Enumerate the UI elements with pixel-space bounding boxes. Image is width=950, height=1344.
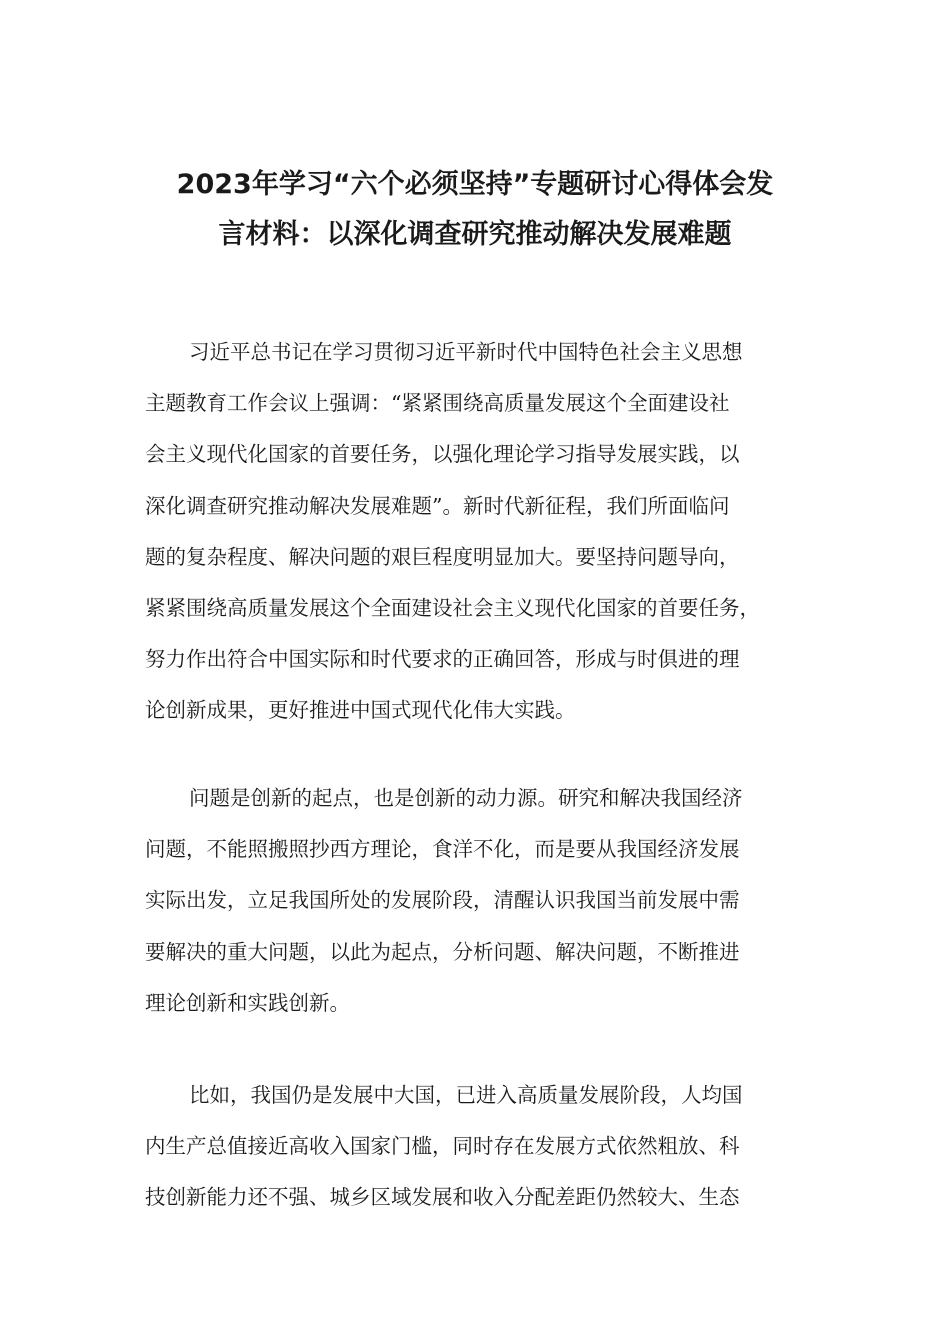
paragraph-line: 比如，我国仍是发展中大国，已进入高质量发展阶段，人均国 <box>189 1083 743 1107</box>
paragraph-line: 问题是创新的起点，也是创新的动力源。研究和解决我国经济 <box>189 786 743 810</box>
document-title <box>120 160 830 260</box>
paragraph-line: 要解决的重大问题，以此为起点，分析问题、解决问题，不断推进 <box>145 939 740 964</box>
paragraph-line: 问题，不能照搬照抄西方理论，食洋不化，而是要从我国经济发展 <box>145 837 740 862</box>
paragraph-line: 会主义现代化国家的首要任务，以强化理论学习指导发展实践，以 <box>145 442 740 467</box>
body-paragraph <box>145 1070 825 1224</box>
paragraph-line: 实际出发，立足我国所处的发展阶段，清醒认识我国当前发展中需 <box>145 888 740 913</box>
paragraph-line: 紧紧围绕高质量发展这个全面建设社会主义现代化国家的首要任务， <box>145 596 760 621</box>
paragraph-line: 题的复杂程度、解决问题的艰巨程度明显加大。要坚持问题导向， <box>145 544 740 569</box>
body-paragraph <box>145 327 825 737</box>
paragraph-line: 理论创新和实践创新。 <box>145 990 350 1015</box>
body-paragraph <box>145 773 825 1029</box>
paragraph-line: 主题教育工作会议上强调：“紧紧围绕高质量发展这个全面建设社 <box>145 391 730 416</box>
paragraph-line: 论创新成果，更好推进中国式现代化伟大实践。 <box>145 698 576 723</box>
paragraph-line: 技创新能力还不强、城乡区域发展和收入分配差距仍然较大、生态 <box>145 1185 740 1210</box>
title-line: 言材料：以深化调查研究推动解决发展难题 <box>218 219 732 250</box>
paragraph-line: 习近平总书记在学习贯彻习近平新时代中国特色社会主义思想 <box>189 340 743 364</box>
paragraph-line: 努力作出符合中国实际和时代要求的正确回答，形成与时俱进的理 <box>145 647 740 672</box>
title-line: 2023年学习“六个必须坚持”专题研讨心得体会发 <box>176 169 774 200</box>
paragraph-line: 深化调查研究推动解决发展难题”。新时代新征程，我们所面临问 <box>145 493 730 518</box>
paragraph-line: 内生产总值接近高收入国家门槛，同时存在发展方式依然粗放、科 <box>145 1134 740 1159</box>
